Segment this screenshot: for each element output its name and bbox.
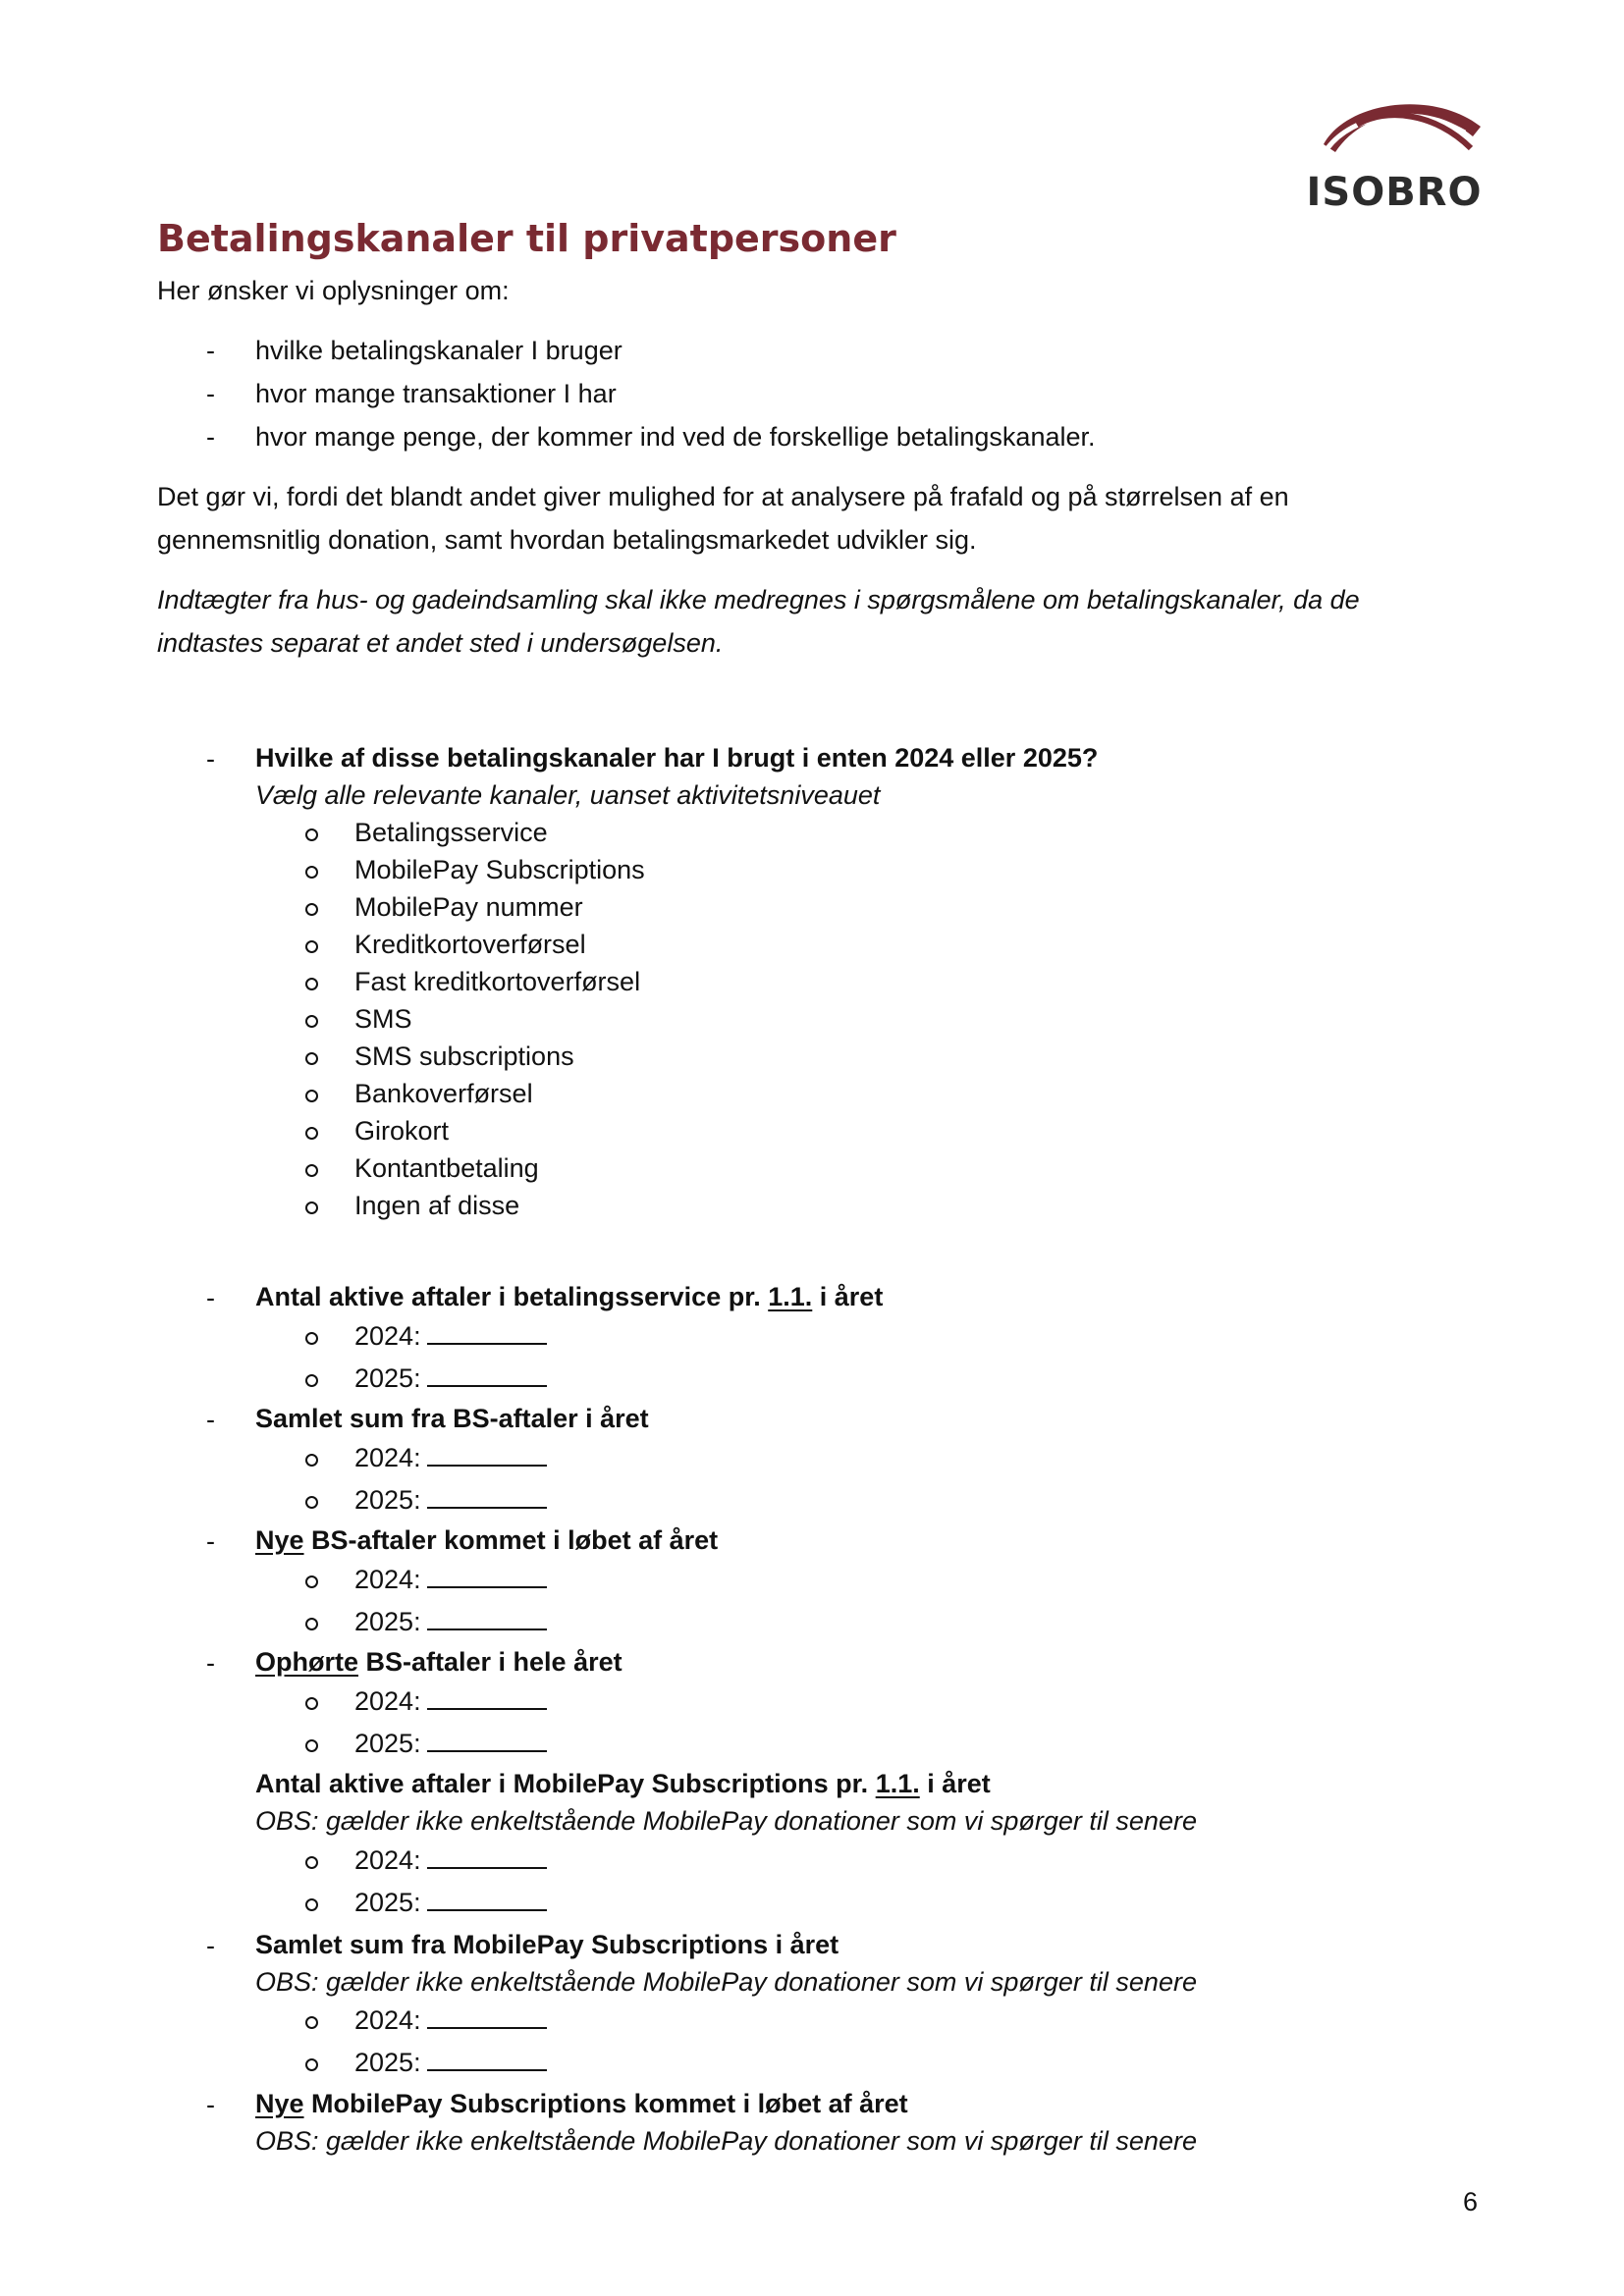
year-bullet [305,1856,318,1869]
bullet-dash: - [206,2090,215,2119]
year-bullet [305,1697,318,1710]
logo-wordmark: ISOBRO [1306,170,1483,215]
option-label: Kontantbetaling [354,1153,539,1183]
bridge-arc-icon [1318,93,1485,162]
year-bullet [305,1575,318,1588]
option-checkbox[interactable] [305,1127,318,1140]
year-bullet [305,1618,318,1630]
page-number: 6 [1463,2187,1479,2216]
page-title: Betalingskanaler til privatpersoner [157,217,896,260]
intro-text: Her ønsker vi oplysninger om: [157,276,510,305]
year-field-2025[interactable]: 2025: [354,1884,547,1921]
year-bullet [305,2058,318,2071]
bullet-dash: - [206,1931,215,1960]
blank-line [427,2044,547,2071]
blank-line [427,1603,547,1630]
blank-line [427,1360,547,1387]
option-checkbox[interactable] [305,1090,318,1102]
option-checkbox[interactable] [305,940,318,953]
blank-line [427,1317,547,1345]
question-title: Hvilke af disse betalingskanaler har I brugt i enten 2024 eller 2025? [255,743,1099,773]
bullet-dash: - [206,744,215,774]
option-checkbox[interactable] [305,1164,318,1177]
question-title: Antal aktive aftaler i betalingsservice pr. 1.1. i året [255,1282,884,1311]
question-title: Ophørte BS-aftaler i hele året [255,1647,623,1677]
intro-bullet: hvor mange penge, der kommer ind ved de forskellige betalingskanaler. [255,422,1096,452]
option-checkbox[interactable] [305,1015,318,1028]
year-field-2024[interactable]: 2024: [354,1842,547,1879]
option-label: Girokort [354,1116,450,1146]
option-label: MobilePay nummer [354,892,583,922]
year-bullet [305,1739,318,1752]
bullet-dash: - [206,379,215,408]
blank-line [427,1481,547,1509]
option-checkbox[interactable] [305,1052,318,1065]
option-label: Kreditkortoverførsel [354,930,586,959]
option-checkbox[interactable] [305,866,318,879]
option-checkbox[interactable] [305,1201,318,1214]
year-bullet [305,2016,318,2029]
year-field-2025[interactable]: 2025: [354,1725,547,1762]
paragraph-line: Det gør vi, fordi det blandt andet giver mulighed for at analysere på frafald og på størrelsen af en [157,482,1289,511]
intro-bullet: hvilke betalingskanaler I bruger [255,336,623,365]
year-field-2024[interactable]: 2024: [354,1561,547,1598]
question-title: Nye BS-aftaler kommet i løbet af året [255,1525,719,1555]
year-field-2025[interactable]: 2025: [354,1603,547,1640]
bullet-dash: - [206,1283,215,1312]
intro-bullet: hvor mange transaktioner I har [255,379,617,408]
question-title: Samlet sum fra BS-aftaler i året [255,1404,649,1433]
option-label: Fast kreditkortoverførsel [354,967,641,996]
note-line: Indtægter fra hus- og gadeindsamling skal ikke medregnes i spørgsmålene om betalingskanaler, da de [157,585,1360,614]
option-label: SMS subscriptions [354,1041,574,1071]
blank-line [427,1884,547,1911]
year-bullet [305,1454,318,1467]
year-field-2024[interactable]: 2024: [354,1317,547,1355]
isobro-logo [1306,93,1488,215]
bullet-dash: - [206,1648,215,1678]
blank-line [427,1842,547,1869]
paragraph-line: gennemsnitlig donation, samt hvordan betalingsmarkedet udvikler sig. [157,525,977,555]
blank-line [427,1682,547,1710]
option-label: Betalingsservice [354,818,548,847]
bullet-dash: - [206,1526,215,1556]
option-label: Ingen af disse [354,1191,520,1220]
year-bullet [305,1898,318,1911]
bullet-dash: - [206,1405,215,1434]
year-bullet [305,1374,318,1387]
question-subtitle: Vælg alle relevante kanaler, uanset aktivitetsniveauet [255,780,881,810]
option-label: Bankoverførsel [354,1079,533,1108]
year-field-2025[interactable]: 2025: [354,1481,547,1519]
note-line: indtastes separat et andet sted i undersøgelsen. [157,628,724,658]
year-bullet [305,1496,318,1509]
blank-line [427,1725,547,1752]
blank-line [427,1561,547,1588]
blank-line [427,2002,547,2029]
year-field-2025[interactable]: 2025: [354,2044,547,2081]
year-field-2024[interactable]: 2024: [354,2002,547,2039]
question-title: Samlet sum fra MobilePay Subscriptions i året [255,1930,839,1959]
bullet-dash: - [206,422,215,452]
question-title: Antal aktive aftaler i MobilePay Subscriptions pr. 1.1. i året [255,1769,991,1798]
question-note: OBS: gælder ikke enkeltstående MobilePay donationer som vi spørger til senere [255,1967,1197,1997]
year-field-2024[interactable]: 2024: [354,1439,547,1476]
year-field-2024[interactable]: 2024: [354,1682,547,1720]
year-bullet [305,1332,318,1345]
blank-line [427,1439,547,1467]
question-title: Nye MobilePay Subscriptions kommet i løbet af året [255,2089,908,2118]
option-label: MobilePay Subscriptions [354,855,645,884]
option-label: SMS [354,1004,412,1034]
bullet-dash: - [206,336,215,365]
option-checkbox[interactable] [305,903,318,916]
question-note: OBS: gælder ikke enkeltstående MobilePay donationer som vi spørger til senere [255,1806,1197,1836]
year-field-2025[interactable]: 2025: [354,1360,547,1397]
question-note: OBS: gælder ikke enkeltstående MobilePay donationer som vi spørger til senere [255,2126,1197,2156]
option-checkbox[interactable] [305,978,318,990]
option-checkbox[interactable] [305,828,318,841]
